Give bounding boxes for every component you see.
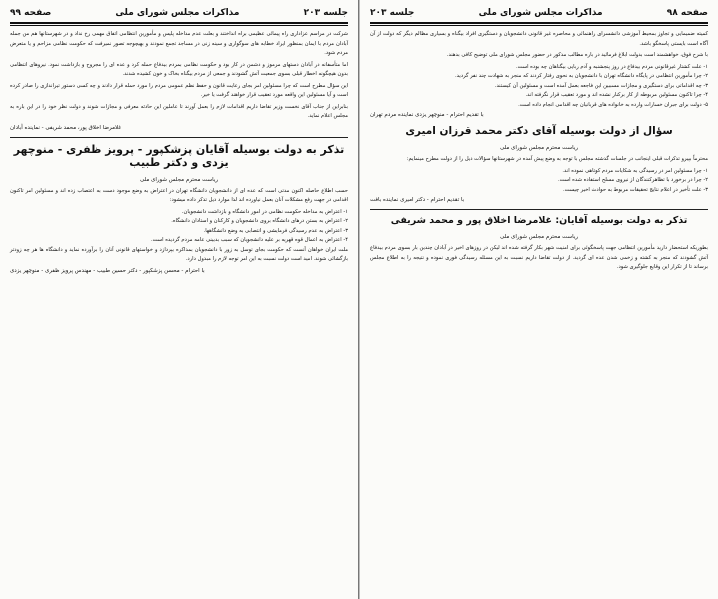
list-item: ۱- اعتراض به مداخله حکومت نظامی در امور دانشگاه و بازداشت دانشجویان. [181, 208, 348, 215]
right-session-label: جلسه ۲۰۳ [370, 8, 415, 18]
header-rule-thin [370, 25, 708, 26]
body-paragraph: بطوریکه استحضار دارید مأمورین انتظامی جهت پاسخگوئی برای امنیت شهر بکار گرفته شده اند لیکن در روزهای اخیر در آبادان چندین بار بسوی مردم بیدفاع آتش گشودند که منجر به کشته و زخمی شدن عده ای گردید. از دولت تقاضا داریم نسبت به این مسئله رسیدگی فوری نموده و نتیجه را به اطلاع مجلس برساند تا از تکرار این وقایع جلوگیری شود. [370, 245, 708, 270]
signature-line: با احترام - محسن پزشکپور - دکتر حسین طبیب - مهندس پرویز ظفری - منوچهر یزدی [10, 267, 205, 274]
list-item: ۱- علت کشتار غیرقانونی مردم بیدفاع در روز پنجشنبه و آدم ربایی بیگناهان چه بوده است. [515, 63, 708, 70]
section-heading: سؤال از دولت بوسیله آقای دکتر محمد قرزان امیری [405, 125, 673, 137]
addressee: ریاست محترم مجلس شورای ملی [499, 145, 579, 151]
addressee: ریاست محترم مجلس شورای ملی [499, 234, 579, 240]
list-item: ۱- چرا مسئولین امر در رسیدگی به شکایات مردم کوتاهی نموده اند. [562, 167, 708, 174]
right-page [359, 0, 718, 599]
section-heading: تذکر به دولت بوسیله آقایان پزشکپور - پرویز ظفری - منوچهر یزدی و دکتر طبیب [13, 142, 345, 169]
left-publication-title: مذاکرات مجلس شورای ملی [115, 8, 240, 18]
list-item: ۳- علت تأخیر در اعلام نتایج تحقیقات مربوط به حوادث اخیر چیست. [562, 186, 708, 193]
signature-line: با تقدیم احترام - دکتر امیری نماینده بافت [370, 197, 465, 203]
list-item: ۲- چرا مأمورین انتظامی در پایگاه دانشگاه تهران با دانشجویان به نحوی رفتار کردند که منجر به شهادت چند نفر گردید. [455, 73, 708, 79]
intro-paragraph: محترماً بپیرو تذکرات قبلی اینجانب در جلسات گذشته مجلس با توجه به وضع پیش آمده در شهرستانها سؤالات ذیل را از دولت مطرح مینمایم: [406, 156, 708, 162]
section-divider [370, 209, 708, 210]
body-paragraph: با شرح فوق، خواهشمند است بدولت ابلاغ فرمائید در باره مطالب مذکور در حضور مجلس شورای ملی توضیح کافی بدهند. [446, 52, 708, 58]
body-paragraph: بنابراین از جناب آقای نخست وزیر تقاضا داریم اقدامات لازم را بعمل آورند تا عاملین این حادثه معرفی و مجازات شوند و دولت نظر خود را در این باره به مجلس اعلام نماید. [10, 103, 348, 119]
body-paragraph: کمیته ضمیمایی و تجاوز بمحیط آموزشی دانشسرای راهنمائی و محاصره غیر قانونی دانشجویان و دستگیری افراد بیگناه و بسیاری مظالم دیگر که دولت از آن آگاه است بایستی پاسخگو باشد. [370, 31, 708, 47]
right-page-number: صفحه ۹۸ [666, 8, 708, 18]
closing-paragraph: ملت ایران خواهان آنست که حکومت بجای توسل به زور با دانشجویان بمذاکره بپردازد و خواستهای قانونی آنان را برآورده نماید و دانشگاه ها هر چه زودتر بازگشائی شوند. امید است دولت نسبت به این امر توجه لازم را مبذول دارد. [10, 246, 348, 262]
list-item: ۳- اعتراض به عدم رسیدگی فرمایشی و انتصابی به وضع دانشگاهها. [203, 227, 348, 234]
intro-paragraph: حسب اطلاع حاصله اکنون مدتی است که عده ای از دانشجویان دانشگاه تهران در اعتراض به وضع موجود دست به اعتصاب زده اند و مسئولین امر تاکنون اقدامی در جهت رفع مشکلات آنان بعمل نیاورده اند لذا موارد ذیل تذکر داده میشود: [10, 187, 348, 203]
list-item: ۴- اعتراض به اعمال قوه قهریه بر علیه دانشجویان که سبب بدبینی عامه مردم گردیده است. [151, 237, 348, 243]
list-item: ۲- چرا در برخورد با تظاهرکنندگان از نیروی مسلح استفاده شده است. [558, 177, 708, 183]
signature-line: غلامرضا اخلاق پور، محمد شریفی - نماینده آبادان [10, 124, 122, 131]
section-heading: تذکر به دولت بوسیله آقایان: غلامرضا اخلاق پور و محمد شریفی [390, 215, 688, 226]
left-session-label: جلسه ۲۰۳ [303, 8, 348, 18]
list-item: ۳- چه اقداماتی برای دستگیری و مجازات مسببین این فاجعه بعمل آمده است و مسئولین آن کیستند. [494, 82, 708, 89]
header-rule [370, 22, 708, 24]
signature-line: با تقدیم احترام - منوچهر یزدی نماینده مردم تهران [370, 112, 484, 118]
left-page-header [10, 6, 348, 20]
right-page-header [370, 6, 708, 20]
list-item: ۴- چرا تاکنون مسئولین مربوطه از کار برکنار نشده اند و مورد تعقیب قرار نگرفته اند. [525, 92, 708, 98]
body-paragraph: شرکت در مراسم عزاداری راه پیمائی عظیمی براه انداختند و بعلت عدم مداخله پلیس و مأمورین انتظامی اتفاق مهمی رخ نداد و در شهرستانها هم من جمله آبادان مردم با ایمان بمنظور ایراد خطابه های سوگواری و سینه زنی در مساجد تجمع نمودند و بهیچوجه تصور نمیرفت که حکومت نظامی مزاحم و یا متعرض مردم شود. [10, 31, 348, 56]
list-item: ۲- اعتراض به بستن درهای دانشگاه بروی دانشجویان و کارکنان و استادان دانشگاه. [171, 218, 348, 224]
header-rule [10, 22, 348, 24]
section-divider [10, 137, 348, 138]
right-publication-title: مذاکرات مجلس شورای ملی [478, 8, 603, 18]
header-rule-thin [10, 25, 348, 26]
list-item: ۵- دولت برای جبران خسارات وارده به خانواده های قربانیان چه اقدامی انجام داده است. [518, 101, 708, 108]
addressee: ریاست محترم مجلس شورای ملی [139, 176, 219, 183]
body-paragraph: اما متأسفانه در آبادان دستهای مرموز و دشمن در کار بود و حکومت نظامی بمردم بیدفاع حمله کرد و عده ای را مجروح و بازداشت نمود. نیروهای انتظامی بدون هیچگونه اخطار قبلی بسوی جمعیت آتش گشودند و جمعی از مردم بیگناه بخاک و خون کشیده شدند. [10, 61, 348, 77]
body-paragraph: این سؤال مطرح است که چرا مسئولین امر بجای رعایت قانون و حفظ نظم عمومی مردم را مورد حمله قرار دادند و چه کسی دستور تیراندازی را صادر کرده است و آیا مسئولین این واقعه مورد تعقیب قرار خواهند گرفت یا خیر. [10, 82, 348, 98]
left-page-number: صفحه ۹۹ [10, 8, 52, 18]
